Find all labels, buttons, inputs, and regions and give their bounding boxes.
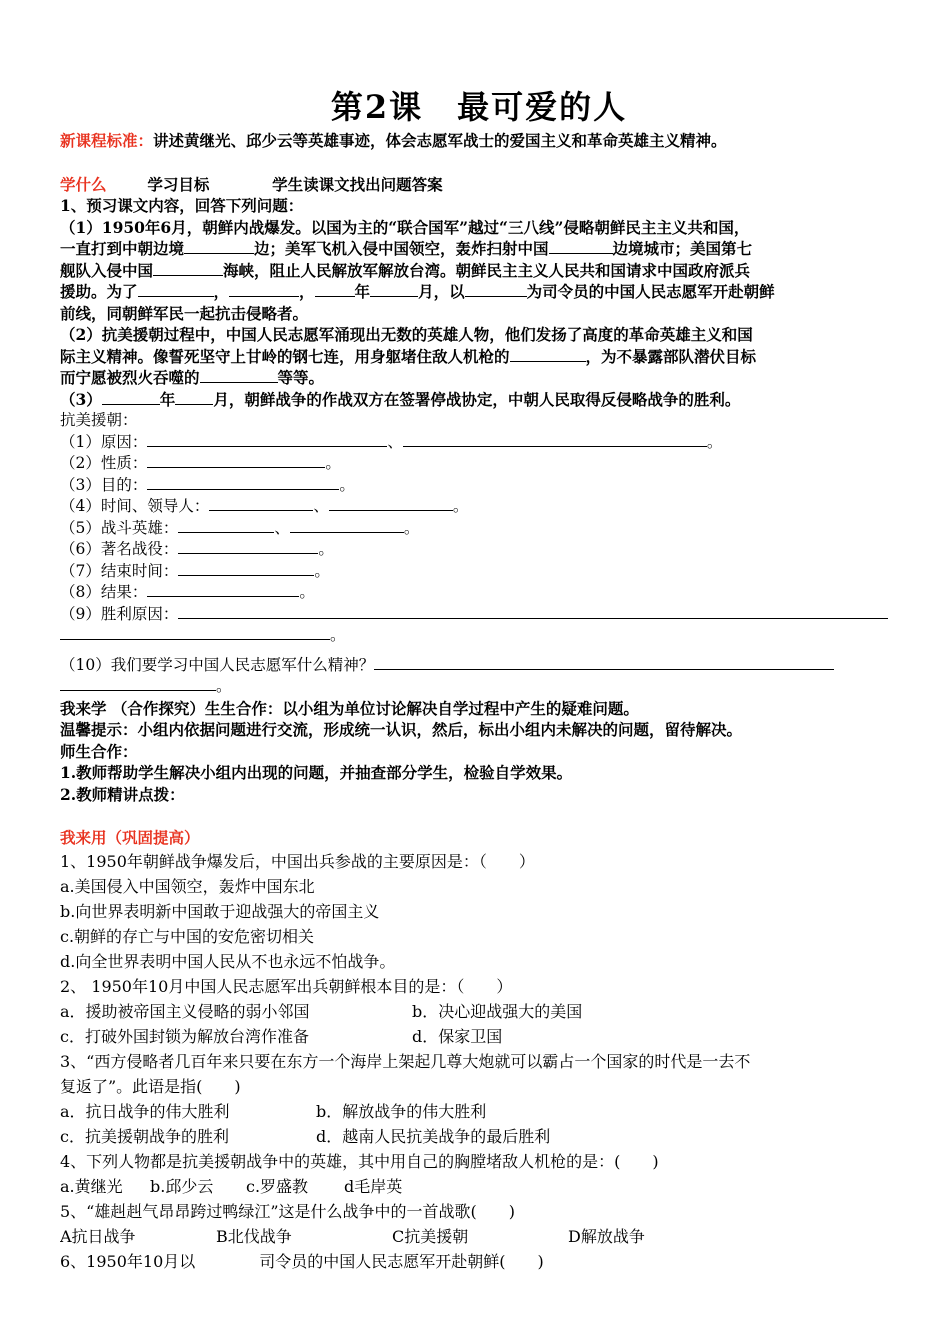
coop-tip: 温馨提示：小组内依据问题进行交流，形成统一认识，然后，标出小组内未解决的问题，留待解决。 (60, 720, 743, 739)
coop-teacher: 师生合作： (60, 741, 138, 761)
blank[interactable] (290, 518, 404, 533)
preview-p1-line5: 前线，同朝鲜军民一起抗击侵略者。 (60, 303, 309, 323)
page-title: 第2课 最可爱的人 (330, 88, 628, 126)
worksheet (60, 88, 898, 1274)
kmyc-item: （5）战斗英雄： 、 。 (60, 518, 420, 537)
kmyc-item: （4）时间、领导人： 、 。 (60, 497, 469, 515)
coop-line: 我来学 （合作探究）生生合作：以小组为单位讨论解决自学过程中产生的疑难问题。 (60, 698, 639, 718)
blank[interactable] (178, 518, 274, 533)
kmyc-item: （10）我们要学习中国人民志愿军什么精神？ (60, 655, 898, 677)
question-6: 6、1950年10月以 司令员的中国人民志愿军开赴朝鲜( ) (60, 1251, 544, 1271)
question-1: 1、1950年朝鲜战争爆发后，中国出兵参战的主要原因是：（ ） (60, 851, 535, 871)
blank[interactable] (315, 282, 355, 297)
blank[interactable] (200, 368, 278, 383)
blank[interactable] (138, 282, 214, 297)
option: c.朝鲜的存亡与中国的安危密切相关 (60, 926, 315, 946)
blank[interactable] (178, 561, 314, 576)
option: d.向全世界表明中国人民从不也永远不怕战争。 (60, 951, 396, 971)
kmyc-item: （2）性质： 。 (60, 454, 341, 472)
standard-label: 新课程标准： (60, 131, 154, 150)
preview-p3: （3） 年 月，朝鲜战争的作战双方在签署停战协定，中朝人民取得反侵略战争的胜利。 (60, 389, 741, 409)
blank[interactable] (147, 582, 299, 597)
blank[interactable] (147, 453, 325, 468)
learn-goal: 学习目标 (147, 174, 210, 194)
blank[interactable] (403, 432, 707, 447)
question-5: 5、“雄赳赳气昂昂跨过鸭绿江”这是什么战争中的一首战歌( ) (60, 1201, 516, 1221)
blank[interactable] (175, 390, 213, 405)
course-standard (60, 130, 898, 152)
kmyc-item-cont: 。 (60, 625, 898, 647)
question-3: 3、“西方侵略者几百年来只要在东方一个海岸上架起几尊大炮就可以霸占一个国家的时代是一去不 (60, 1051, 751, 1071)
kmyc-heading: 抗美援朝： (60, 411, 138, 429)
option: b.向世界表明新中国敢于迎战强大的帝国主义 (60, 901, 380, 921)
kmyc-item: （3）目的： 。 (60, 475, 355, 494)
coop-step-1: 1.教师帮助学生解决小组内出现的问题，并抽查部分学生，检验自学效果。 (60, 763, 573, 782)
question-3-cont: 复返了”。此语是指( ) (60, 1076, 241, 1096)
kmyc-item: （1）原因： 、 。 (60, 432, 723, 451)
kmyc-item: （8）结果： 。 (60, 583, 315, 601)
kmyc-item: （7）结束时间： 。 (60, 561, 330, 580)
blank[interactable] (60, 625, 330, 640)
preview-p1-line3: 舰队入侵中国 海峡，阻止人民解放军解放台湾。朝鲜民主主义人民共和国请求中国政府派兵 (60, 260, 751, 280)
learn-header (60, 174, 898, 196)
blank[interactable] (102, 390, 160, 405)
coop-step-2: 2.教师精讲点拨： (60, 784, 185, 804)
blank[interactable] (370, 282, 418, 297)
blank[interactable] (153, 261, 223, 276)
blank[interactable] (549, 239, 613, 254)
options-row: a．抗日战争的伟大胜利 b．解放战争的伟大胜利 (60, 1101, 487, 1121)
options-row: c．抗美援朝战争的胜利 d．越南人民抗美战争的最后胜利 (60, 1126, 551, 1146)
preview-p1-line4: 援助。为了 ， ， 年 月，以 为司令员的中国人民志愿军开赴朝鲜 (60, 282, 775, 301)
blank[interactable] (209, 496, 313, 511)
blank[interactable] (229, 282, 299, 297)
blank[interactable] (147, 475, 339, 490)
blank[interactable] (178, 539, 318, 554)
learn-label: 学什么 (60, 174, 107, 194)
preview-p1-line1: （1）1950年6月，朝鲜内战爆发。以国为主的“联合国军”越过“三八线”侵略朝鲜民主主义共和国， (60, 217, 750, 237)
learn-task: 学生读课文找出问题答案 (272, 174, 443, 194)
preview-p2-line3: 而宁愿被烈火吞噬的 等等。 (60, 368, 325, 387)
blank[interactable] (60, 676, 216, 691)
preview-p1-line2: 一直打到中朝边境 边；美军飞机入侵中国领空，轰炸扫射中国 边境城市；美国第七 (60, 239, 753, 258)
options-row: a.黄继光 b.邱少云 c.罗盛教 d毛岸英 (60, 1176, 403, 1196)
kmyc-item-cont: 。 (60, 676, 898, 698)
kmyc-item: （9）胜利原因： (60, 604, 898, 626)
question-2: 2、 1950年10月中国人民志愿军出兵朝鲜根本目的是：（ ） (60, 976, 513, 996)
blank[interactable] (374, 655, 834, 670)
blank[interactable] (329, 496, 453, 511)
kmyc-item: （6）著名战役： 。 (60, 540, 334, 558)
option: a.美国侵入中国领空，轰炸中国东北 (60, 876, 315, 896)
options-row: c．打破外国封锁为解放台湾作准备 d．保家卫国 (60, 1026, 503, 1046)
blank[interactable] (184, 239, 254, 254)
preview-heading: 1、预习课文内容，回答下列问题： (60, 196, 304, 215)
practice-heading: 我来用（巩固提高） (60, 828, 200, 847)
standard-text: 讲述黄继光、邱少云等英雄事迹，体会志愿军战士的爱国主义和革命英雄主义精神。 (153, 131, 727, 150)
options-row: A抗日战争 B北伐战争 C抗美援朝 D解放战争 (60, 1226, 645, 1246)
preview-p2-line1: （2）抗美援朝过程中，中国人民志愿军涌现出无数的英雄人物，他们发扬了高度的革命英雄主义和国 (60, 325, 753, 344)
options-row: a．援助被帝国主义侵略的弱小邻国 b．决心迎战强大的美国 (60, 1001, 583, 1021)
blank[interactable] (147, 432, 387, 447)
preview-p2-line2: 际主义精神。像誓死坚守上甘岭的钢七连，用身躯堵住敌人机枪的 ，为不暴露部队潜伏目标 (60, 346, 757, 366)
blank[interactable] (510, 347, 586, 362)
blank[interactable] (178, 604, 888, 619)
blank[interactable] (465, 282, 527, 297)
question-4: 4、下列人物都是抗美援朝战争中的英雄，其中用自己的胸膛堵敌人机枪的是：( ) (60, 1151, 659, 1171)
